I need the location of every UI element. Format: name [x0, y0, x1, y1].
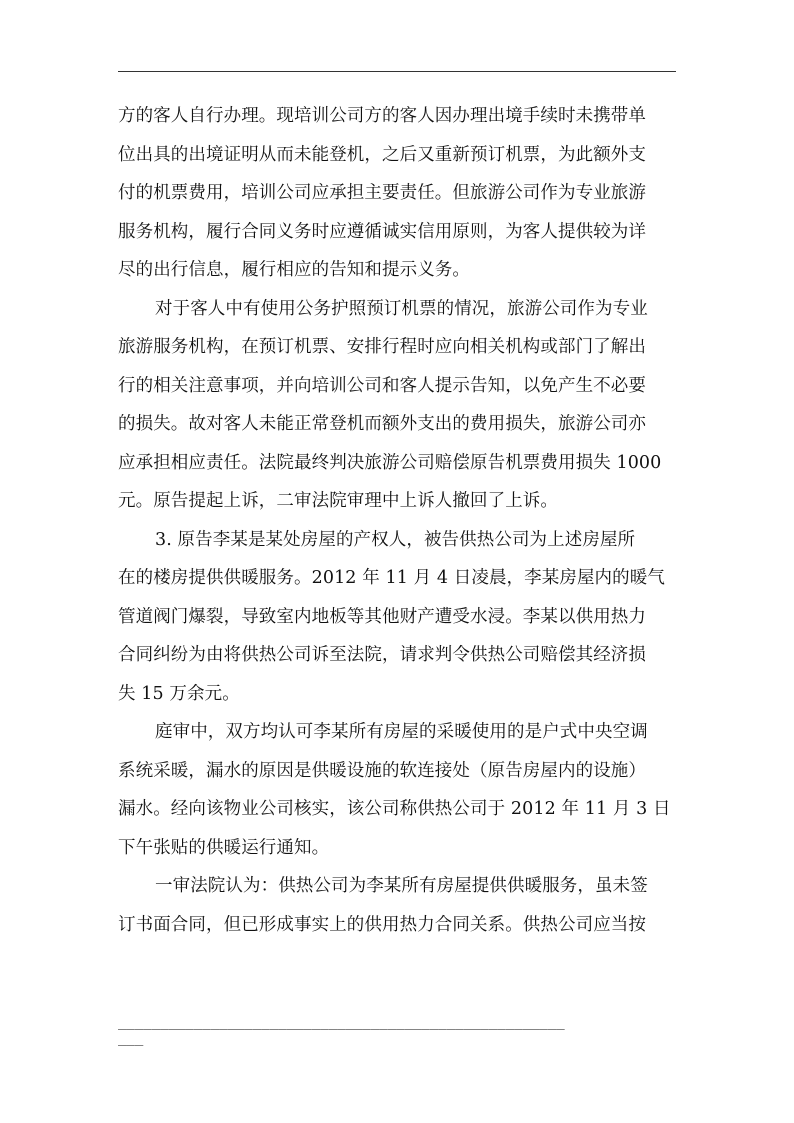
text-line: 对于客人中有使用公务护照预订机票的情况，旅游公司作为专业 [155, 298, 648, 319]
text-line: 行的相关注意事项，并向培训公司和客人提示告知，以免产生不必要 [118, 375, 646, 396]
text-line: 方的客人自行办理。现培训公司方的客人因办理出境手续时未携带单 [118, 106, 646, 126]
text-line: 尽的出行信息，履行相应的告知和提示义务。 [118, 260, 470, 280]
text-line: 元。原告提起上诉，二审法院审理中上诉人撤回了上诉。 [118, 491, 558, 511]
paragraph-3 [118, 521, 678, 714]
footer-rule-line: ___ [118, 1030, 144, 1046]
text-line: 合同纠纷为由将供热公司诉至法院，请求判令供热公司赔偿其经济损 [118, 645, 646, 665]
text-line: 一审法院认为：供热公司为李某所有房屋提供供暖服务，虽未签 [155, 876, 648, 896]
footer-rule-line: _____________________________________________________ [118, 1014, 565, 1030]
text-line: 旅游服务机构，在预订机票、安排行程时应向相关机构或部门了解出 [118, 337, 646, 357]
text-line: 漏水。经向该物业公司核实，该公司称供热公司于 2012 年 11 月 3 日 [118, 799, 671, 819]
text-line: 服务机构，履行合同义务时应遵循诚实信用原则，为客人提供较为详 [118, 221, 646, 242]
text-line: 在的楼房提供供暖服务。2012 年 11 月 4 日凌晨，李某房屋内的暖气 [118, 568, 665, 588]
text-line: 系统采暖，漏水的原因是供暖设施的软连接处（原告房屋内的设施） [118, 760, 646, 781]
text-line: 庭审中，双方均认可李某所有房屋的采暖使用的是户式中央空调 [155, 722, 648, 742]
text-line: 位出具的出境证明从而未能登机，之后又重新预订机票，为此额外支 [118, 144, 646, 165]
text-line: 3. 原告李某是某处房屋的产权人，被告供热公司为上述房屋所 [155, 529, 636, 550]
text-line: 下午张贴的供暖运行通知。 [118, 837, 330, 858]
paragraph-1 [118, 97, 678, 290]
text-line: 付的机票费用，培训公司应承担主要责任。但旅游公司作为专业旅游 [118, 183, 646, 203]
paragraph-4 [118, 713, 678, 867]
text-line: 的损失。故对客人未能正常登机而额外支出的费用损失，旅游公司亦 [118, 414, 646, 434]
footer-rule [118, 1014, 678, 1046]
paragraph-5 [118, 867, 678, 944]
text-line: 订书面合同，但已形成事实上的供用热力合同关系。供热公司应当按 [118, 914, 646, 935]
document-body [118, 97, 678, 944]
text-line: 失 15 万余元。 [118, 683, 240, 704]
text-line: 应承担相应责任。法院最终判决旅游公司赔偿原告机票费用损失 1000 [118, 452, 662, 473]
header-rule [118, 71, 676, 72]
text-line: 管道阀门爆裂，导致室内地板等其他财产遭受水浸。李某以供用热力 [118, 606, 646, 627]
paragraph-2 [118, 290, 678, 521]
